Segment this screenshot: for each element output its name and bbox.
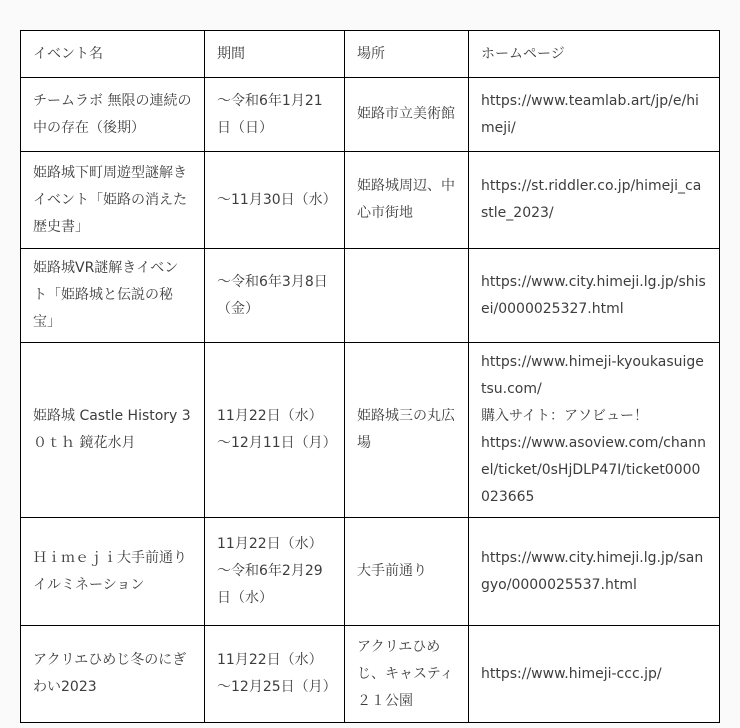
- homepage-line: https://st.riddler.co.jp/himeji_castle_2023/: [481, 178, 702, 221]
- homepage-line: 購入サイト：アソビュー！: [481, 408, 649, 424]
- homepage-cell: [469, 518, 720, 626]
- period-cell: 11月22日（水）～12月25日（月）: [205, 626, 345, 723]
- event-name-cell: 姫路城 Castle History 3０ｔｈ 鏡花水月: [21, 343, 205, 518]
- homepage-cell: [469, 152, 720, 249]
- homepage-line: https://www.himeji-kyoukasuigetsu.com/: [481, 354, 704, 397]
- place-cell: アクリエひめじ、キャスティ２１公園: [345, 626, 469, 723]
- table-row: [21, 152, 720, 249]
- period-cell: ～令和6年3月8日（金）: [205, 249, 345, 343]
- place-cell: 姫路城三の丸広場: [345, 343, 469, 518]
- homepage-cell: [469, 249, 720, 343]
- period-cell: 11月22日（水）～令和6年2月29日（水）: [205, 518, 345, 626]
- column-header-place: 場所: [345, 31, 469, 78]
- place-cell: 姫路城周辺、中心市街地: [345, 152, 469, 249]
- events-table-container: [20, 30, 720, 723]
- events-table-header: [21, 31, 720, 78]
- column-header-event-name: イベント名: [21, 31, 205, 78]
- column-header-period: 期間: [205, 31, 345, 78]
- event-name-cell: 姫路城VR謎解きイベント「姫路城と伝説の秘宝」: [21, 249, 205, 343]
- place-cell: 姫路市立美術館: [345, 78, 469, 152]
- homepage-line: https://www.teamlab.art/jp/e/himeji/: [481, 92, 699, 136]
- homepage-cell: [469, 343, 720, 518]
- event-name-cell: Ｈｉｍｅｊｉ大手前通りイルミネーション: [21, 518, 205, 626]
- homepage-cell: [469, 626, 720, 723]
- homepage-line: https://www.city.himeji.lg.jp/shisei/0000025327.html: [481, 273, 706, 317]
- table-row: [21, 626, 720, 723]
- period-cell: ～11月30日（水）: [205, 152, 345, 249]
- events-table-body: [21, 78, 720, 723]
- event-name-cell: 姫路城下町周遊型謎解きイベント「姫路の消えた歴史書」: [21, 152, 205, 249]
- table-row: [21, 249, 720, 343]
- period-cell: ～令和6年1月21日（日）: [205, 78, 345, 152]
- table-row: [21, 518, 720, 626]
- place-cell: 大手前通り: [345, 518, 469, 626]
- column-header-homepage: ホームページ: [469, 31, 720, 78]
- table-row: [21, 78, 720, 152]
- event-name-cell: アクリエひめじ冬のにぎわい2023: [21, 626, 205, 723]
- homepage-line: https://www.asoview.com/channel/ticket/0sHjDLP47I/ticket0000023665: [481, 435, 707, 505]
- event-name-cell: チームラボ 無限の連続の中の存在（後期）: [21, 78, 205, 152]
- place-cell: [345, 249, 469, 343]
- homepage-line: https://www.city.himeji.lg.jp/sangyo/0000025537.html: [481, 549, 704, 593]
- table-row: [21, 343, 720, 518]
- homepage-line: https://www.himeji-ccc.jp/: [481, 665, 662, 682]
- homepage-cell: [469, 78, 720, 152]
- events-table: [20, 30, 720, 723]
- header-row: [21, 31, 720, 78]
- period-cell: 11月22日（水）～12月11日（月）: [205, 343, 345, 518]
